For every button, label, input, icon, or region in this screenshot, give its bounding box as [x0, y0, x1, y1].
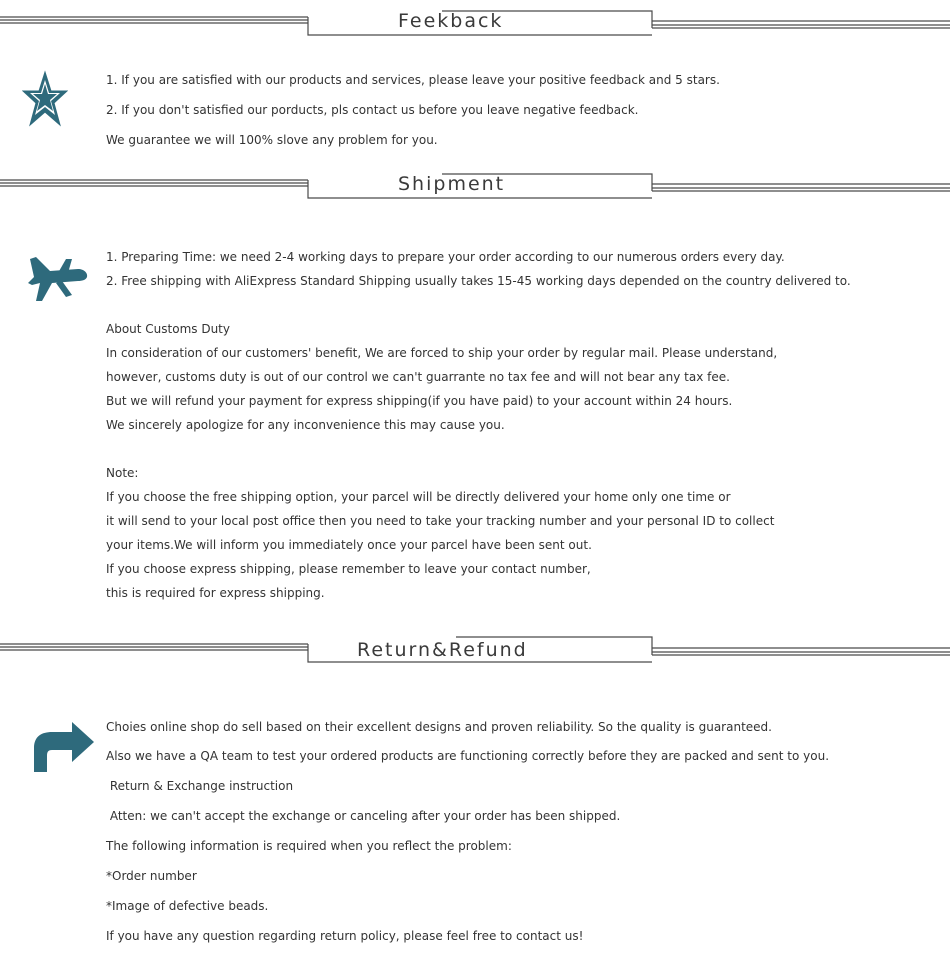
shipment-divider: [0, 171, 950, 211]
feedback-divider: [0, 8, 950, 48]
customs-line-4: We sincerely apologize for any inconvenience this may cause you.: [106, 418, 505, 432]
note-heading: Note:: [106, 466, 139, 480]
note-line-5: this is required for express shipping.: [106, 586, 325, 600]
return-arrow-icon: [34, 722, 96, 778]
airplane-icon: [28, 253, 90, 309]
feedback-title: Feekback: [398, 10, 504, 32]
refund-line-6: *Order number: [106, 869, 197, 883]
shipment-line-2: 2. Free shipping with AliExpress Standard Shipping usually takes 15-45 working days depended on the country delivered to.: [106, 274, 851, 288]
customs-line-2: however, customs duty is out of our control we can't guarrante no tax fee and will not bear any tax fee.: [106, 370, 730, 384]
shipment-line-1: 1. Preparing Time: we need 2-4 working days to prepare your order according to our numerous orders every day.: [106, 250, 785, 264]
refund-title: Return&Refund: [357, 639, 528, 661]
customs-heading: About Customs Duty: [106, 322, 230, 336]
refund-line-5: The following information is required when you reflect the problem:: [106, 839, 512, 853]
star-icon: [22, 70, 68, 132]
note-line-3: your items.We will inform you immediately once your parcel have been sent out.: [106, 538, 592, 552]
customs-line-1: In consideration of our customers' benefit, We are forced to ship your order by regular mail. Please understand,: [106, 346, 778, 360]
refund-line-7: *Image of defective beads.: [106, 899, 269, 913]
shipment-title: Shipment: [398, 173, 506, 195]
customs-line-3: But we will refund your payment for express shipping(if you have paid) to your account within 24 hours.: [106, 394, 733, 408]
refund-line-2: Also we have a QA team to test your ordered products are functioning correctly before they are packed and sent to you.: [106, 749, 830, 763]
refund-line-3: Return & Exchange instruction: [106, 779, 294, 793]
feedback-line-2: 2. If you don't satisfied our porducts, pls contact us before you leave negative feedback.: [106, 103, 639, 117]
refund-line-4: Atten: we can't accept the exchange or canceling after your order has been shipped.: [106, 809, 621, 823]
refund-line-8: If you have any question regarding return policy, please feel free to contact us!: [106, 929, 584, 943]
refund-line-1: Choies online shop do sell based on their excellent designs and proven reliability. So the quality is guaranteed.: [106, 720, 772, 734]
note-line-2: it will send to your local post office then you need to take your tracking number and your personal ID to collect: [106, 514, 775, 528]
note-line-4: If you choose express shipping, please remember to leave your contact number,: [106, 562, 591, 576]
refund-divider: [0, 635, 950, 675]
note-line-1: If you choose the free shipping option, your parcel will be directly delivered your home only one time or: [106, 490, 731, 504]
feedback-line-1: 1. If you are satisfied with our products and services, please leave your positive feedback and 5 stars.: [106, 73, 720, 87]
feedback-line-3: We guarantee we will 100% slove any problem for you.: [106, 133, 438, 147]
